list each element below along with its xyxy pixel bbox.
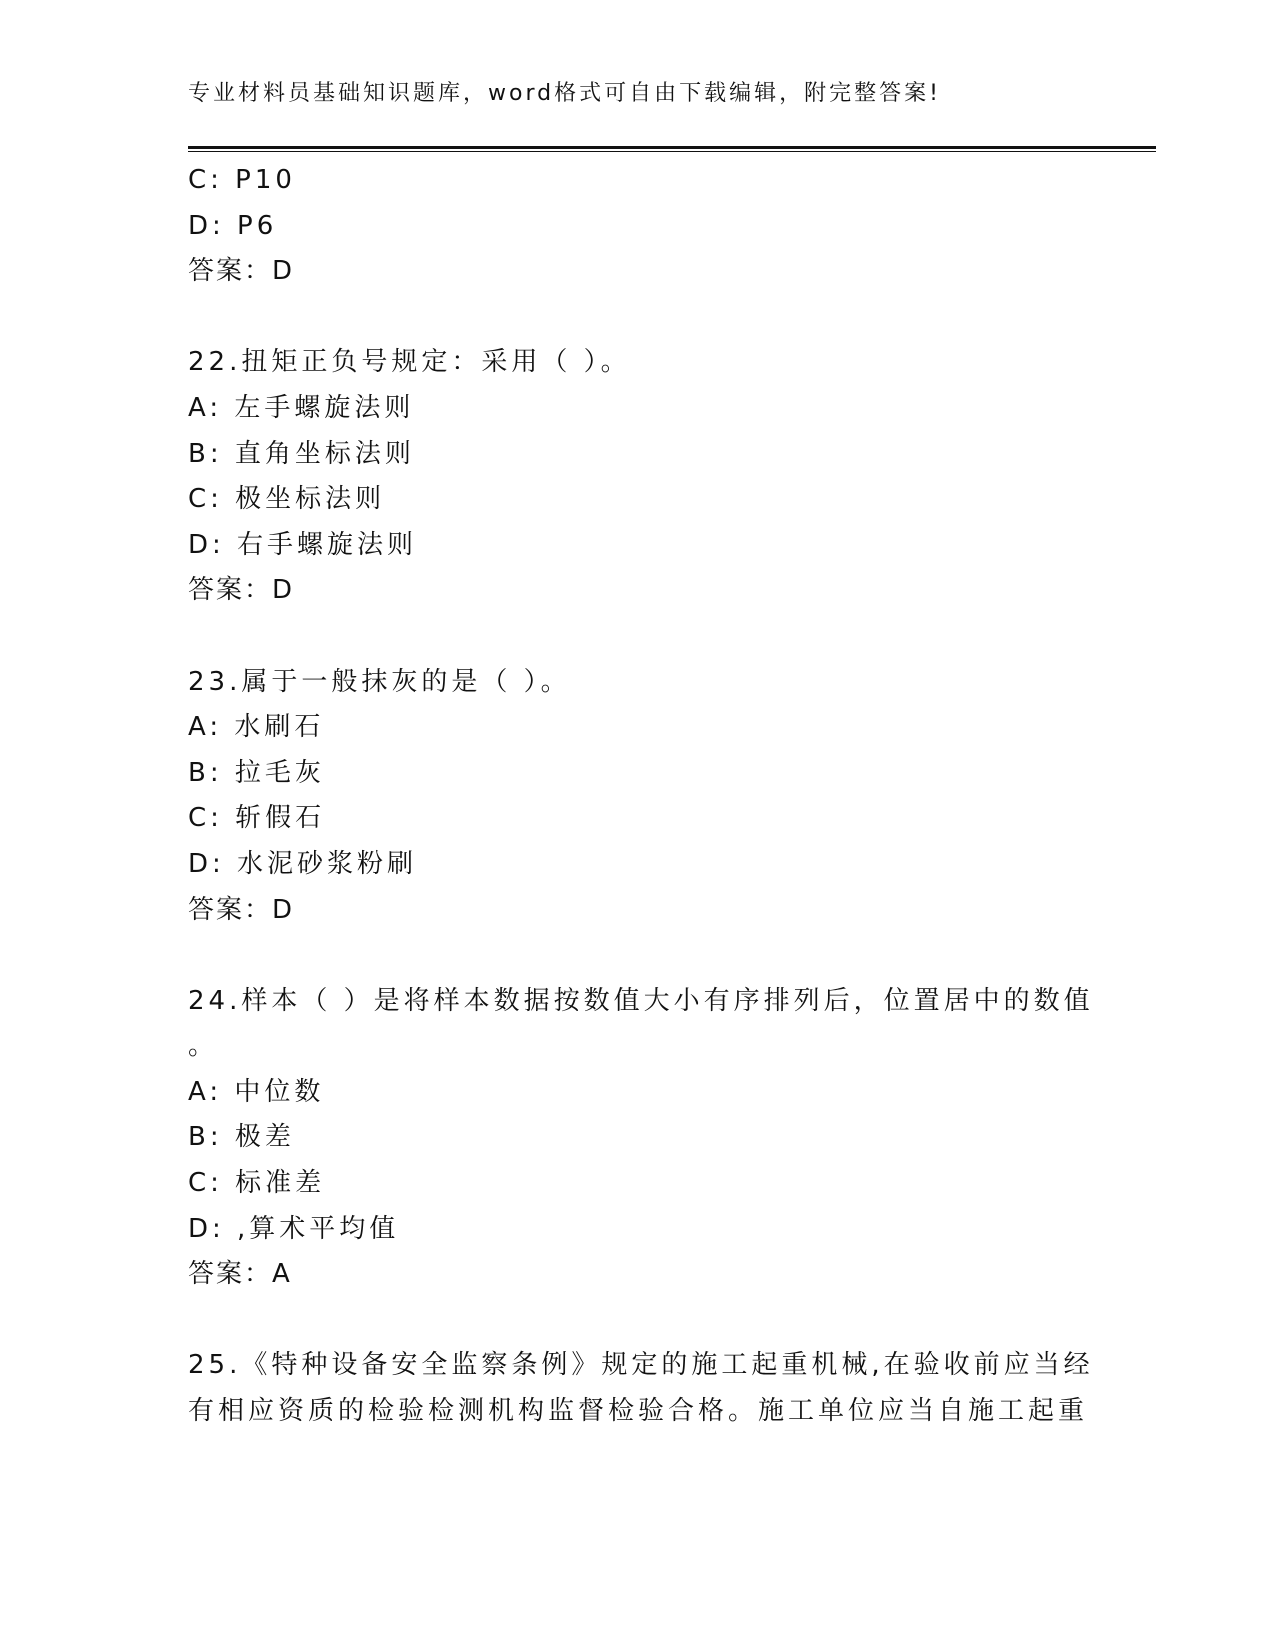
header-divider <box>188 146 1156 152</box>
option-a: A: 中位数 <box>188 1076 325 1107</box>
answer-line: 答案：A <box>188 1259 292 1290</box>
option-c: C: 极坐标法则 <box>188 484 386 515</box>
option-d: D: 水泥砂浆粉刷 <box>188 848 418 879</box>
document-body <box>188 158 1094 1435</box>
question-23-stem: 23.属于一般抹灰的是（ ）。 <box>188 666 571 697</box>
question-24-stem-continued: 。 <box>188 1031 219 1062</box>
option-c: C: 斩假石 <box>188 803 326 834</box>
spacer <box>188 933 1068 979</box>
option-d: D: 右手螺旋法则 <box>188 529 418 560</box>
answer-line: 答案：D <box>188 256 295 287</box>
option-a: A: 左手螺旋法则 <box>188 392 415 423</box>
question-25-stem-continued: 有相应资质的检验检测机构监督检验合格。施工单位应当自施工起重 <box>188 1396 1089 1427</box>
spacer <box>188 1298 1068 1344</box>
question-22-stem: 22.扭矩正负号规定：采用（ ）。 <box>188 347 631 378</box>
question-24-stem: 24.样本（ ）是将样本数据按数值大小有序排列后，位置居中的数值 <box>188 985 1094 1016</box>
option-d: D: ,算术平均值 <box>188 1213 400 1244</box>
option-c: C: 标准差 <box>188 1168 326 1199</box>
option-b: B: 直角坐标法则 <box>188 438 415 469</box>
option-b: B: 极差 <box>188 1122 295 1153</box>
option-c: C: P10 <box>188 165 296 195</box>
spacer <box>188 614 1068 660</box>
answer-line: 答案：D <box>188 894 295 925</box>
spacer <box>188 295 1068 341</box>
option-a: A: 水刷石 <box>188 712 325 743</box>
option-d: D: P6 <box>188 210 278 241</box>
question-25-stem: 25.《特种设备安全监察条例》规定的施工起重机械,在验收前应当经 <box>188 1350 1094 1381</box>
answer-line: 答案：D <box>188 575 295 606</box>
option-b: B: 拉毛灰 <box>188 757 325 788</box>
page-header: 专业材料员基础知识题库，word格式可自由下载编辑，附完整答案! <box>188 81 941 106</box>
